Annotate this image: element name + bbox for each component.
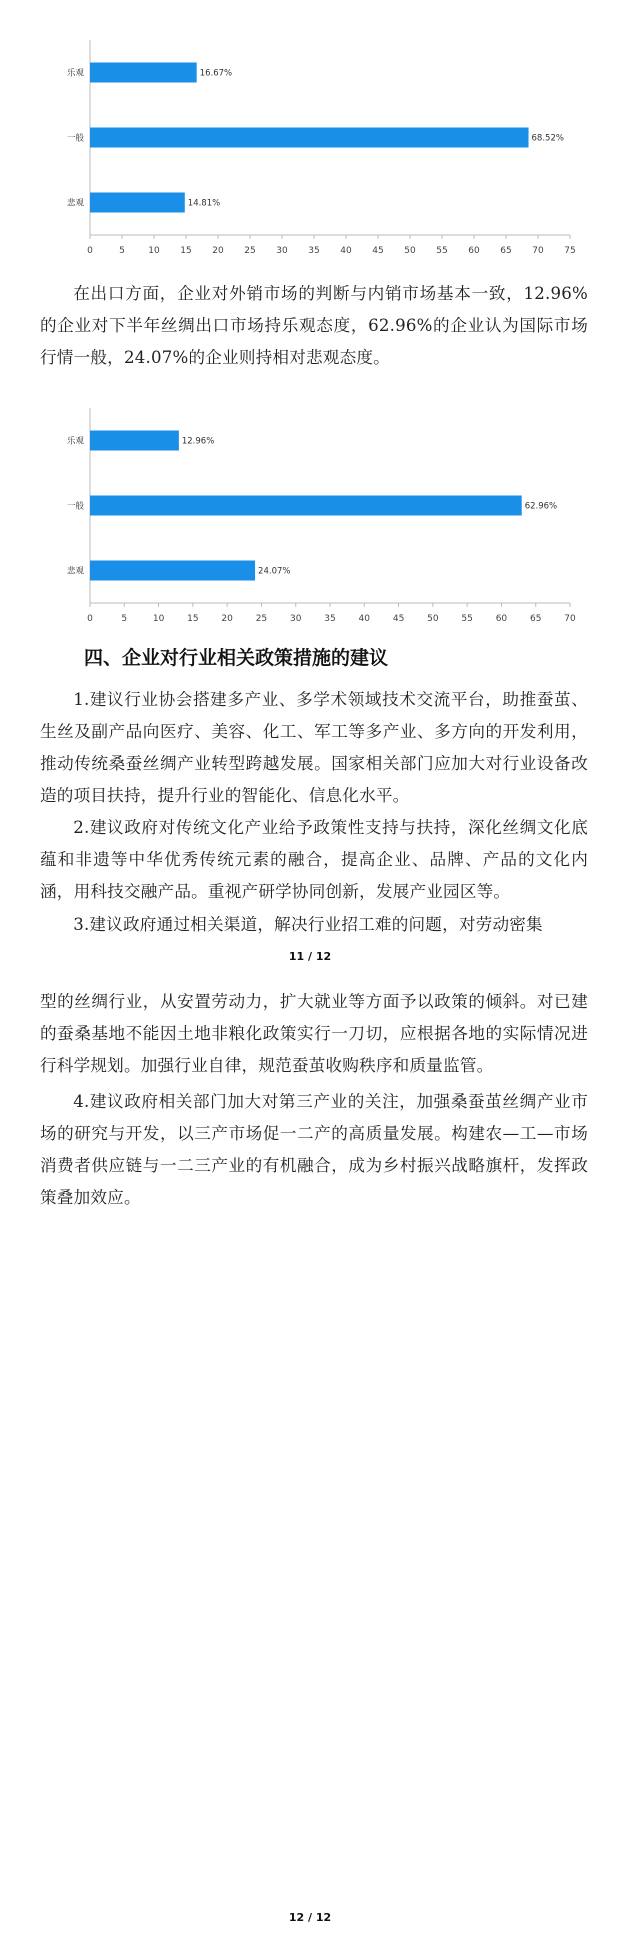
x-tick-label: 70: [564, 614, 576, 624]
x-tick-label: 55: [436, 246, 448, 256]
x-tick-label: 35: [308, 246, 320, 256]
x-tick-label: 0: [87, 246, 93, 256]
suggestion-1: 1.建议行业协会搭建多产业、多学术领域技术交流平台，助推蚕茧、生丝及副产品向医疗、美容、化工、军工等多产业、多方向的开发利用，推动传统桑蚕丝绸产业转型跨越发展。国家相关部门应加大对行业设备改造的项目扶持，提升行业的智能化、信息化水平。: [40, 690, 588, 805]
x-tick-label: 15: [187, 614, 199, 624]
x-tick-label: 40: [340, 246, 352, 256]
x-tick-label: 65: [500, 246, 512, 256]
x-tick-label: 50: [427, 614, 439, 624]
category-label: 悲观: [66, 198, 84, 209]
suggestion-3-cont: 型的丝绸行业，从安置劳动力，扩大就业等方面予以政策的倾斜。对已建的蚕桑基地不能因土地非粮化政策实行一刀切，应根据各地的实际情况进行科学规划。加强行业自律，规范蚕茧收购秩序和质量监管。: [40, 992, 588, 1075]
bar: [90, 128, 529, 148]
x-tick-label: 70: [532, 246, 544, 256]
chart-svg: [60, 408, 580, 633]
category-label: 乐观: [66, 436, 84, 447]
data-label: 68.52%: [531, 133, 564, 144]
data-label: 24.07%: [258, 566, 291, 577]
x-tick-label: 60: [468, 246, 480, 256]
x-tick-label: 20: [212, 246, 224, 256]
x-tick-label: 50: [404, 246, 416, 256]
bar: [90, 193, 185, 213]
x-tick-label: 75: [564, 246, 576, 256]
x-tick-label: 0: [87, 614, 93, 624]
category-label: 一般: [66, 501, 84, 512]
x-tick-label: 15: [180, 246, 192, 256]
x-tick-label: 35: [324, 614, 336, 624]
x-tick-label: 55: [461, 614, 473, 624]
x-tick-label: 10: [148, 246, 160, 256]
category-label: 一般: [66, 133, 84, 144]
x-tick-label: 20: [221, 614, 233, 624]
x-tick-label: 65: [529, 614, 542, 624]
x-tick-label: 40: [358, 614, 371, 624]
suggestion-3-start: 3.建议政府通过相关渠道，解决行业招工难的问题，对劳动密集: [73, 915, 543, 934]
x-tick-label: 25: [255, 614, 268, 624]
x-tick-label: 5: [121, 614, 128, 624]
chart-svg: [60, 40, 580, 265]
suggestion-2: 2.建议政府对传统文化产业给予政策性支持与扶持，深化丝绸文化底蕴和非遗等中华优秀传统元素的融合，提高企业、品牌、产品的文化内涵，用科技交融产品。重视产研学协同创新，发展产业园区等。: [40, 818, 588, 901]
bar: [90, 496, 522, 516]
page-number-12: 12 / 12: [288, 1911, 332, 1924]
x-tick-label: 5: [119, 246, 125, 256]
bar: [90, 63, 197, 83]
export-outlook-chart: [60, 408, 580, 633]
data-label: 14.81%: [187, 198, 221, 209]
section-heading: 四、企业对行业相关政策措施的建议: [84, 647, 389, 669]
bar: [90, 561, 255, 581]
x-tick-label: 25: [244, 246, 256, 256]
x-tick-label: 30: [276, 246, 288, 256]
page-number-11: 11 / 12: [288, 950, 332, 963]
category-label: 悲观: [66, 566, 84, 577]
x-tick-label: 60: [495, 614, 508, 624]
x-tick-label: 10: [152, 614, 165, 624]
export-paragraph: 在出口方面，企业对外销市场的判断与内销市场基本一致，12.96%的企业对下半年丝绸出口市场持乐观态度，62.96%的企业认为国际市场行情一般，24.07%的企业则持相对悲观态度。: [40, 284, 588, 367]
category-label: 乐观: [66, 68, 84, 79]
data-label: 62.96%: [524, 501, 558, 512]
data-label: 12.96%: [181, 436, 215, 447]
x-tick-label: 45: [392, 614, 405, 624]
data-label: 16.67%: [199, 68, 233, 79]
suggestion-4: 4.建议政府相关部门加大对第三产业的关注，加强桑蚕茧丝绸产业市场的研究与开发，以三产市场促一二产的高质量发展。构建农—工—市场消费者供应链与一二三产业的有机融合，成为乡村振兴战略旗杆，发挥政策叠加效应。: [40, 1092, 588, 1207]
bar: [90, 431, 179, 451]
domestic-outlook-chart: [60, 40, 580, 265]
x-tick-label: 30: [289, 614, 302, 624]
x-tick-label: 45: [372, 246, 384, 256]
